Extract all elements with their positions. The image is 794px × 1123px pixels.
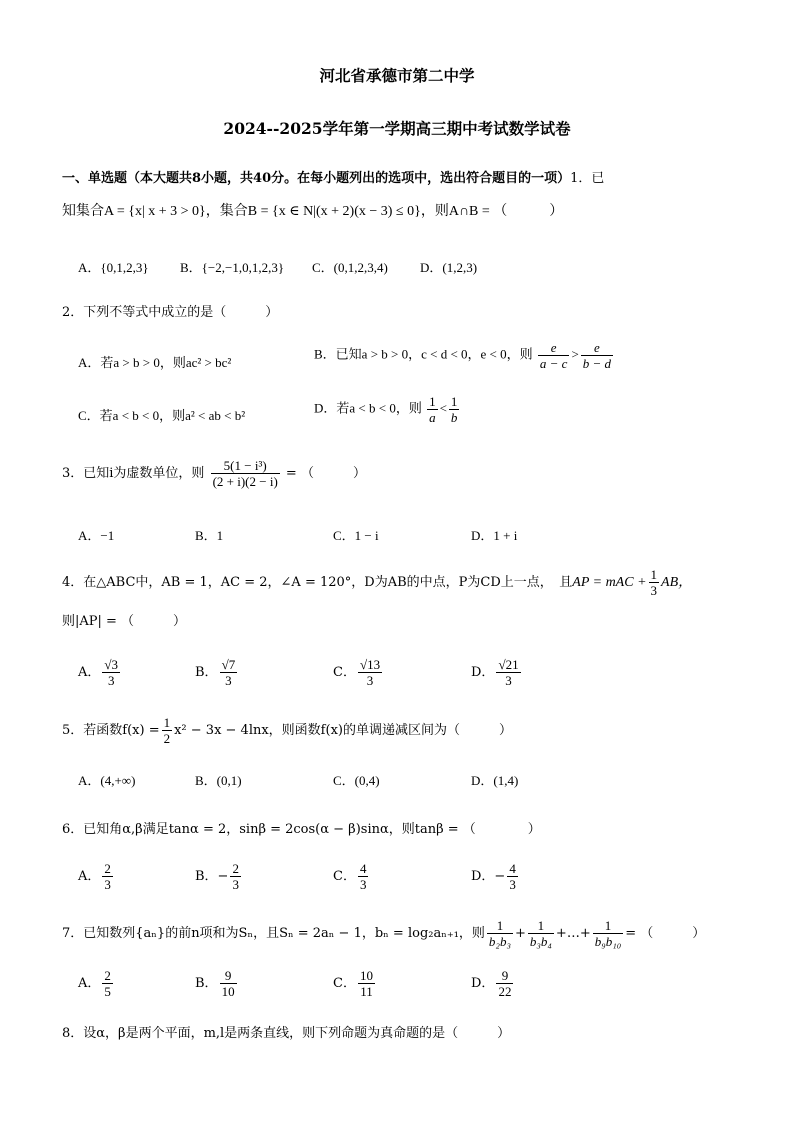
q2-option-a: A．若a > b > 0，则ac² > bc²: [78, 355, 232, 370]
q6-c-den: 3: [359, 877, 367, 892]
q4-stem-pre: 4．在△ABC中，AB = 1，AC = 2，∠A = 120°，D为AB的中点，P为CD上一点， 且: [62, 575, 573, 590]
q2-d-fraction-2: [449, 394, 460, 425]
q7-option-c: C． $\frac{10}{11}$: [333, 968, 373, 999]
q4-b-num: √7: [221, 657, 236, 672]
q7-c-num: 10: [359, 968, 373, 983]
q6-d-num: 4: [509, 861, 516, 876]
q2-d-f2-den: b: [450, 410, 458, 425]
q5-half-num: 1: [163, 715, 171, 730]
q1-option-d: D．(1,2,3): [420, 260, 478, 275]
q6-stem: 6．已知角α,β满足tanα = 2，sinβ = 2cos(α − β)sinα，则tanβ = （ ）: [62, 822, 541, 837]
q5-stem-post: x² − 3x − 4lnx，则函数f(x)的单调递减区间为（ ）: [174, 723, 512, 738]
q7-option-b: B． $\frac{9}{10}$: [195, 968, 235, 999]
q4-coef-num: 1: [650, 567, 658, 582]
q4-d-den: 3: [505, 673, 512, 688]
q7-c-den: 11: [360, 984, 373, 999]
q7-d-num: 9: [496, 968, 513, 984]
q4-stem: [62, 567, 692, 598]
q2-stem: 2．下列不等式中成立的是（ ）: [62, 305, 279, 320]
q2-d-fraction-1: [427, 394, 438, 425]
q6-a-num: 2: [104, 861, 111, 876]
q4-option-d: D． $\frac{√21}{3}$: [471, 657, 519, 688]
q2-b-f2-den: b − d: [582, 356, 612, 371]
q7-option-a: A． $\frac{2}{5}$: [78, 968, 111, 999]
q6-c-num: 4: [359, 861, 367, 876]
q6-b-den: 3: [232, 877, 239, 892]
q7-option-d: D． $\frac{9}{22}$: [471, 968, 512, 999]
q3-stem: [62, 458, 366, 489]
q2-option-d-text: D．若a < b < 0，则: [314, 400, 422, 416]
q3-option-a: A．−1: [78, 528, 115, 543]
q4-coef-fraction: [649, 567, 660, 598]
q7-b-num: 9: [220, 968, 237, 984]
q3-stem-post: = （ ）: [285, 466, 366, 481]
q5-option-a: A．(4,+∞): [78, 773, 136, 788]
q8-stem: 8．设α，β是两个平面，m,l是两条直线，则下列命题为真命题的是（ ）: [62, 1026, 511, 1041]
q2-d-f1-num: 1: [429, 394, 436, 409]
q2-d-f2-num: 1: [450, 394, 458, 409]
q3-fraction: [211, 458, 280, 489]
q4-vector-eq-post: AB，: [661, 575, 693, 590]
q3-option-b: B．1: [195, 528, 224, 543]
q5-option-d: D．(1,4): [471, 773, 519, 788]
q4-a-den: 3: [107, 673, 115, 688]
q3-stem-pre: 3．已知i为虚数单位，则: [62, 466, 205, 481]
q6-b-num: 2: [232, 861, 239, 876]
q6-a-den: 3: [104, 877, 111, 892]
q6-d-den: 3: [509, 877, 516, 892]
q4-vector-eq: AP = mAC +: [572, 575, 647, 590]
q1-option-a: A．{0,1,2,3}: [78, 260, 149, 275]
q2-option-b-text: B．已知a > b > 0，c < d < 0，e < 0，则: [314, 346, 533, 362]
q6-option-b: B．− $\frac{2}{3}$: [195, 861, 239, 892]
q4-c-den: 3: [366, 673, 374, 688]
q3-option-c: C．1 − i: [333, 528, 379, 543]
q3-option-d: D．1 + i: [471, 528, 518, 543]
q1-option-c: C．(0,1,2,3,4): [312, 260, 388, 275]
q4-option-c: C． $\frac{√13}{3}$: [333, 657, 381, 688]
q2-option-c: C．若a < b < 0，则a² < ab < b²: [78, 408, 246, 423]
q4-coef-den: 3: [650, 583, 658, 598]
q2-b-fraction-1: [538, 340, 570, 371]
q2-option-b: B．已知a > b > 0，c < d < 0，e < 0，则 $\frac{e}{a - c}$ > $\frac{e}{b - d}$: [314, 340, 612, 371]
q7-d-den: 22: [498, 984, 512, 999]
exam-title: 2024--2025学年第一学期高三期中考试数学试卷: [223, 119, 571, 138]
q4-c-num: √13: [359, 657, 381, 672]
q5-option-b: B．(0,1): [195, 773, 242, 788]
q5-half-den: 2: [163, 731, 171, 746]
q7-fraction-1: $\frac{1}{\text{b₂b₃}}$: [488, 918, 511, 949]
q7-a-num: 2: [104, 968, 111, 983]
section-heading-row: [62, 171, 604, 187]
q4-option-b: B． $\frac{√7}{3}$: [195, 657, 236, 688]
q2-b-f1-den: a − c: [539, 356, 568, 371]
q6-option-c: C． $\frac{4}{3}$: [333, 861, 367, 892]
q3-frac-num: 5(1 − i³): [211, 458, 280, 474]
q7-stem: 7．已知数列{aₙ}的前n项和为Sₙ，且Sₙ = 2aₙ − 1，bₙ = log₂aₙ₊₁，则 $\frac{1}{\text{b₂b₃}}$ + $\frac{1}{\text{b₃b₄}}$ +…+ $\frac{1}{\text{b₉b₁₀}}$ = （ ）: [62, 918, 706, 949]
q4-d-num: √21: [498, 657, 519, 672]
q4-b-den: 3: [225, 673, 232, 688]
q7-fraction-2: $\frac{1}{\text{b₃b₄}}$: [529, 918, 552, 949]
q7-stem-post: = （ ）: [625, 926, 706, 941]
q2-b-f1-num: e: [538, 340, 570, 356]
q7-a-den: 5: [104, 984, 111, 999]
q2-option-d: D．若a < b < 0，则 $\frac{1}{a}$ < $\frac{1}{b}$: [314, 394, 458, 425]
q2-b-fraction-2: [581, 340, 613, 371]
q4-option-a: A． $\frac{√3}{3}$: [78, 657, 119, 688]
q3-frac-den: (2 + i)(2 − i): [212, 474, 278, 489]
school-title: 河北省承德市第二中学: [319, 66, 475, 85]
q6-option-a: A． $\frac{2}{3}$: [78, 861, 111, 892]
q5-option-c: C．(0,4): [333, 773, 380, 788]
q7-stem-pre: 7．已知数列{aₙ}的前n项和为Sₙ，且Sₙ = 2aₙ − 1，bₙ = log₂aₙ₊₁，则: [62, 926, 485, 941]
q1-stem: 知集合A = {x| x + 3 > 0}，集合B = {x ∈ N|(x + 2)(x − 3) ≤ 0}，则A∩B = （ ）: [62, 204, 564, 219]
section-heading: 一、单选题（本大题共8小题，共40分。在每小题列出的选项中，选出符合题目的一项）: [62, 171, 571, 186]
q2-b-f2-num: e: [581, 340, 613, 356]
q5-stem-pre: 5．若函数f(x) =: [62, 723, 160, 738]
q7-b-den: 10: [221, 984, 235, 999]
q7-fraction-3: $\frac{1}{\text{b₉b₁₀}}$: [594, 918, 622, 949]
q5-half-fraction: [162, 715, 173, 746]
q2-d-f1-den: a: [429, 410, 436, 425]
q4-line2: 则|AP| = （ ）: [62, 614, 187, 629]
q6-option-d: D．− $\frac{4}{3}$: [471, 861, 516, 892]
q1-option-b: B．{−2,−1,0,1,2,3}: [180, 260, 285, 275]
q1-lead: 1．已: [570, 171, 605, 186]
q4-a-num: √3: [104, 657, 119, 672]
q5-stem: [62, 715, 512, 746]
